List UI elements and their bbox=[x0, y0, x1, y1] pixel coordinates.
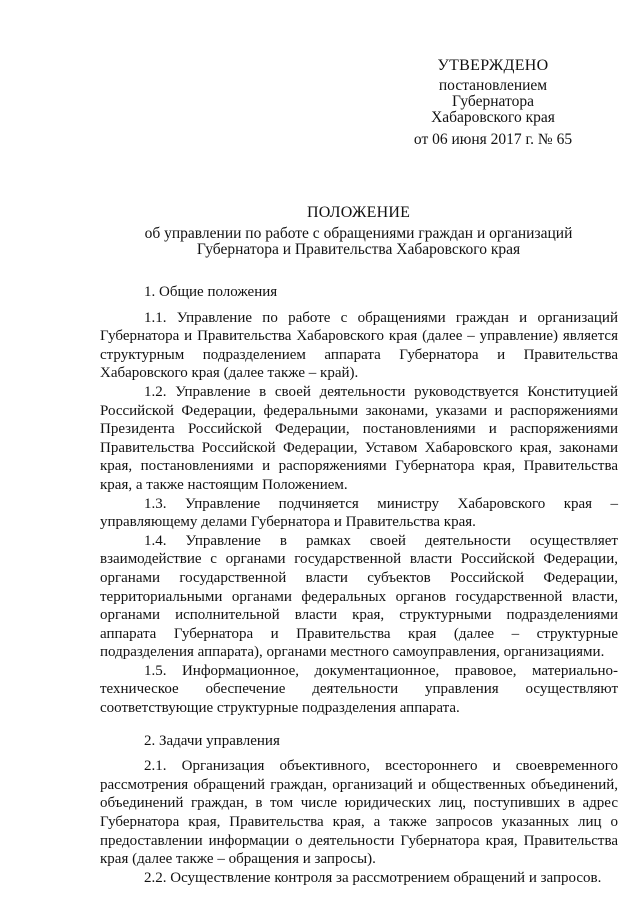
paragraph: 1.2. Управление в своей деятельности руководствуется Конституцией Российской Федерации, федеральными законами, указами и распоряжениями Президента Российской Федерации, постановлениями и распоряжениями Правительства Российской Федерации, Уставом Хабаровского края, законами края, постановлениями и распоряжениями Губернатора края, Правительства края, а также настоящим Положением. bbox=[100, 383, 618, 493]
paragraph: 2.2. Осуществление контроля за рассмотрением обращений и запросов. bbox=[144, 869, 602, 886]
document-subtitle: об управлении по работе с обращениями граждан и организаций bbox=[144, 224, 573, 242]
approval-line: постановлением bbox=[438, 77, 548, 94]
document-subtitle: Губернатора и Правительства Хабаровского края bbox=[196, 241, 521, 258]
paragraph: 2.1. Организация объективного, всестороннего и своевременного рассмотрения обращений граждан, организаций и общественных объединений, объединений граждан, в том числе юридических лиц, поступивших в адрес Губернатора края, Правительства края, а также запросов указанных лиц о предоставлении информации о деятельности Губернатора края, Правительства края (далее также – обращения и запросы). bbox=[100, 758, 618, 868]
paragraph: 1.5. Информационное, документационное, правовое, материально-техническое обеспечение деятельности управления осуществляют соответствующие структурные подразделения аппарата. bbox=[100, 662, 618, 717]
paragraph: 1.1. Управление по работе с обращениями граждан и организаций Губернатора и Правительства Хабаровского края (далее – управление) является структурным подразделением аппарата Губернатора и Правительства Хабаровского края (далее также – край). bbox=[100, 309, 618, 382]
document-title: ПОЛОЖЕНИЕ bbox=[306, 204, 411, 221]
paragraph: 1.3. Управление подчиняется министру Хабаровского края – управляющему делами Губернатора и Правительства края. bbox=[100, 495, 618, 531]
approval-title: УТВЕРЖДЕНО bbox=[437, 57, 549, 74]
document-title-block bbox=[100, 205, 617, 259]
approval-line: Губернатора bbox=[452, 93, 534, 110]
document-body bbox=[100, 283, 618, 887]
section-heading: 1. Общие положения bbox=[144, 284, 278, 300]
approval-line: Хабаровского края bbox=[431, 109, 555, 126]
paragraph: 1.4. Управление в рамках своей деятельности осуществляет взаимодействие с органами государственной власти Российской Федерации, органами государственной власти субъектов Российской Федерации, территориальными органами федеральных органов государственной власти, органами исполнительной власти края, структурными подразделениями аппарата Губернатора и Правительства края (далее – структурные подразделения аппарата), органами местного самоуправления, организациями. bbox=[100, 532, 618, 661]
approval-date: от 06 июня 2017 г. № 65 bbox=[413, 131, 573, 148]
section-heading: 2. Задачи управления bbox=[144, 732, 280, 749]
approval-stamp bbox=[405, 58, 581, 148]
